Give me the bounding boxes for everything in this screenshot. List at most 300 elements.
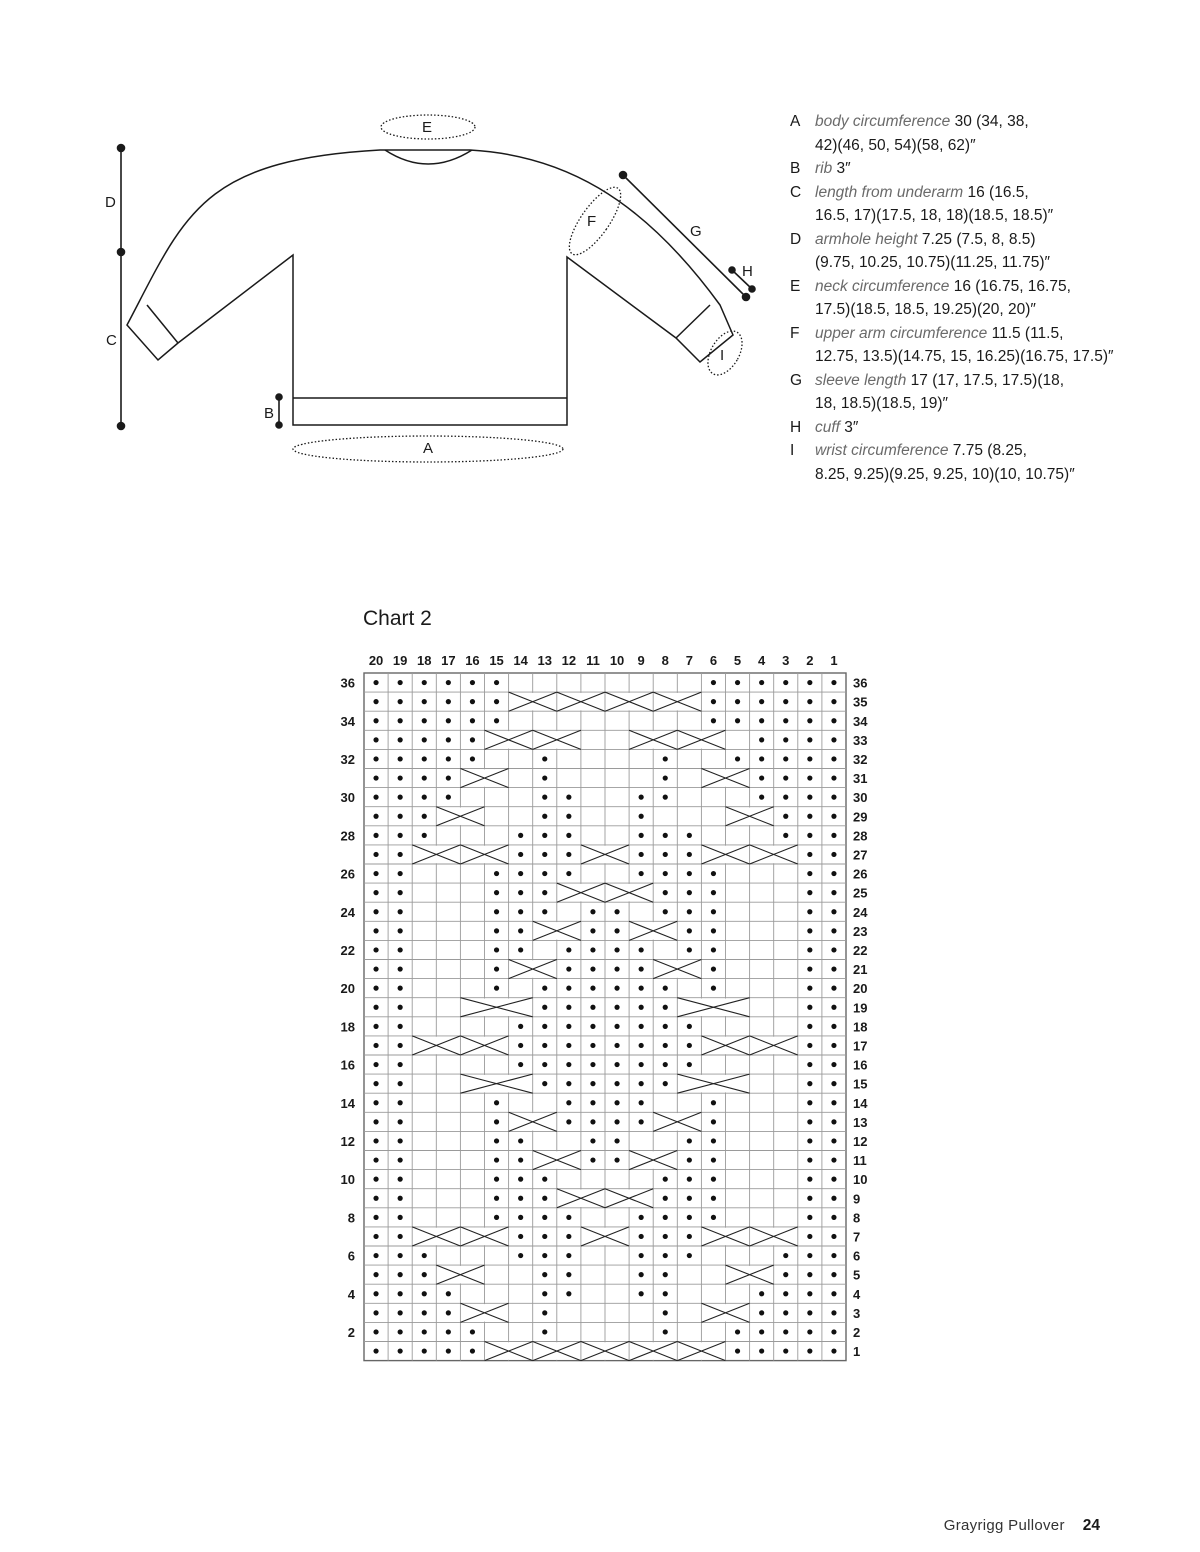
purl-dot	[807, 1253, 812, 1258]
purl-dot	[422, 718, 427, 723]
purl-dot	[494, 890, 499, 895]
purl-dot	[373, 966, 378, 971]
purl-dot	[518, 928, 523, 933]
row-number-right: 2	[853, 1324, 861, 1340]
purl-dot	[373, 1329, 378, 1334]
purl-dot	[687, 1024, 692, 1029]
legend-value-cont: (9.75, 10.25, 10.75)(11.25, 11.75)″	[815, 254, 1050, 271]
sweater-outline	[127, 150, 733, 425]
purl-dot	[663, 1272, 668, 1277]
left-cuff-line	[147, 305, 178, 343]
sweater-schematic	[90, 100, 780, 480]
purl-dot	[566, 814, 571, 819]
purl-dot	[494, 871, 499, 876]
purl-dot	[373, 1157, 378, 1162]
purl-dot	[783, 718, 788, 723]
purl-dot	[422, 1253, 427, 1258]
legend-term: rib	[815, 160, 833, 177]
purl-dot	[807, 1310, 812, 1315]
row-number-left: 2	[347, 1324, 355, 1340]
row-number-left: 16	[340, 1057, 355, 1073]
purl-dot	[398, 699, 403, 704]
purl-dot	[494, 909, 499, 914]
label-b: B	[264, 405, 275, 422]
purl-dot	[614, 1024, 619, 1029]
row-number-right: 13	[853, 1114, 868, 1130]
legend-term: armhole height	[815, 230, 918, 248]
row-number-right: 33	[853, 732, 868, 748]
purl-dot	[687, 1138, 692, 1143]
purl-dot	[639, 986, 644, 991]
row-number-left: 10	[340, 1172, 355, 1188]
purl-dot	[494, 1157, 499, 1162]
purl-dot	[566, 1215, 571, 1220]
purl-dot	[518, 1177, 523, 1182]
page-footer	[944, 1517, 1100, 1535]
purl-dot	[831, 1043, 836, 1048]
purl-dot	[566, 1291, 571, 1296]
row-number-right: 1	[853, 1344, 861, 1360]
purl-dot	[807, 1024, 812, 1029]
row-number-right: 19	[853, 1000, 868, 1016]
purl-dot	[759, 775, 764, 780]
purl-dot	[807, 680, 812, 685]
purl-dot	[494, 680, 499, 685]
purl-dot	[373, 1348, 378, 1353]
purl-dot	[518, 1024, 523, 1029]
row-number-left: 6	[347, 1248, 355, 1264]
purl-dot	[783, 699, 788, 704]
purl-dot	[639, 871, 644, 876]
purl-dot	[759, 718, 764, 723]
purl-dot	[639, 1043, 644, 1048]
purl-dot	[542, 909, 547, 914]
purl-dot	[398, 814, 403, 819]
purl-dot	[373, 699, 378, 704]
purl-dot	[398, 966, 403, 971]
purl-dot	[542, 1024, 547, 1029]
purl-dot	[398, 1157, 403, 1162]
purl-dot	[735, 718, 740, 723]
purl-dot	[639, 1215, 644, 1220]
row-number-right: 4	[853, 1286, 861, 1302]
purl-dot	[494, 947, 499, 952]
purl-dot	[711, 1119, 716, 1124]
purl-dot	[807, 1005, 812, 1010]
purl-dot	[831, 795, 836, 800]
neckline	[385, 150, 472, 164]
purl-dot	[422, 737, 427, 742]
purl-dot	[663, 1043, 668, 1048]
purl-dot	[373, 1196, 378, 1201]
purl-dot	[687, 1177, 692, 1182]
purl-dot	[663, 756, 668, 761]
legend-value-cont: 42)(46, 50, 54)(58, 62)″	[815, 136, 976, 154]
purl-dot	[446, 680, 451, 685]
purl-dot	[446, 718, 451, 723]
purl-dot	[663, 1234, 668, 1239]
row-number-right: 18	[853, 1019, 868, 1035]
purl-dot	[398, 1024, 403, 1029]
purl-dot	[590, 1043, 595, 1048]
purl-dot	[783, 795, 788, 800]
purl-dot	[735, 699, 740, 704]
purl-dot	[566, 1043, 571, 1048]
purl-dot	[639, 795, 644, 800]
legend-value-cont: 16.5, 17)(17.5, 18, 18)(18.5, 18.5)″	[815, 207, 1054, 224]
purl-dot	[494, 966, 499, 971]
legend-key: E	[790, 277, 801, 295]
purl-dot	[711, 718, 716, 723]
purl-dot	[614, 1138, 619, 1143]
row-number-left: 4	[347, 1286, 355, 1302]
purl-dot	[807, 1348, 812, 1353]
legend-term: wrist circumference	[815, 442, 949, 459]
row-number-right: 15	[853, 1076, 868, 1092]
purl-dot	[518, 1215, 523, 1220]
purl-dot	[614, 947, 619, 952]
dimension-line-g	[623, 175, 746, 297]
purl-dot	[542, 795, 547, 800]
purl-dot	[518, 852, 523, 857]
purl-dot	[373, 795, 378, 800]
purl-dot	[470, 699, 475, 704]
purl-dot	[614, 1119, 619, 1124]
row-number-left: 22	[340, 942, 355, 958]
purl-dot	[518, 1157, 523, 1162]
purl-dot	[470, 680, 475, 685]
row-number-right: 7	[853, 1229, 861, 1245]
purl-dot	[711, 1196, 716, 1201]
purl-dot	[783, 737, 788, 742]
legend-value-cont: 12.75, 13.5)(14.75, 15, 16.25)(16.75, 17.5)″	[815, 348, 1114, 365]
purl-dot	[446, 1348, 451, 1353]
purl-dot	[373, 1043, 378, 1048]
purl-dot	[614, 909, 619, 914]
purl-dot	[663, 1196, 668, 1201]
purl-dot	[759, 756, 764, 761]
purl-dot	[590, 1138, 595, 1143]
purl-dot	[542, 1329, 547, 1334]
purl-dot	[373, 890, 378, 895]
footer-title: Grayrigg Pullover	[943, 1517, 1065, 1534]
purl-dot	[566, 871, 571, 876]
legend-key: F	[790, 324, 800, 342]
purl-dot	[566, 852, 571, 857]
purl-dot	[542, 871, 547, 876]
purl-dot	[398, 833, 403, 838]
purl-dot	[446, 737, 451, 742]
legend-value: 7.25 (7.5, 8, 8.5)	[917, 230, 1036, 248]
purl-dot	[687, 852, 692, 857]
legend-item-b	[790, 157, 1190, 181]
purl-dot	[711, 1100, 716, 1105]
purl-dot	[807, 1215, 812, 1220]
purl-dot	[566, 1081, 571, 1086]
purl-dot	[639, 814, 644, 819]
purl-dot	[711, 1157, 716, 1162]
purl-dot	[614, 1157, 619, 1162]
legend-value: 3″	[832, 160, 851, 177]
purl-dot	[639, 1234, 644, 1239]
row-number-right: 32	[853, 751, 868, 767]
legend-key: A	[790, 113, 801, 130]
purl-dot	[398, 1177, 403, 1182]
row-number-right: 9	[853, 1191, 861, 1207]
row-number-right: 25	[853, 885, 868, 901]
stitch-column-number: 4	[758, 653, 766, 668]
purl-dot	[373, 871, 378, 876]
purl-dot	[735, 1348, 740, 1353]
purl-dot	[494, 699, 499, 704]
purl-dot	[663, 795, 668, 800]
row-number-right: 27	[853, 847, 868, 863]
stitch-column-number: 15	[489, 653, 504, 668]
purl-dot	[373, 1177, 378, 1182]
row-number-right: 34	[853, 713, 868, 729]
purl-dot	[590, 928, 595, 933]
row-number-left: 36	[340, 675, 355, 691]
purl-dot	[542, 852, 547, 857]
purl-dot	[398, 1119, 403, 1124]
row-number-left: 32	[340, 751, 355, 767]
purl-dot	[663, 1329, 668, 1334]
purl-dot	[831, 1234, 836, 1239]
purl-dot	[566, 1234, 571, 1239]
purl-dot	[398, 1100, 403, 1105]
purl-dot	[807, 1100, 812, 1105]
purl-dot	[663, 1291, 668, 1296]
purl-dot	[687, 1253, 692, 1258]
purl-dot	[711, 966, 716, 971]
purl-dot	[518, 909, 523, 914]
purl-dot	[759, 699, 764, 704]
purl-dot	[542, 1234, 547, 1239]
purl-dot	[590, 1119, 595, 1124]
row-number-right: 31	[853, 771, 868, 787]
purl-dot	[590, 1062, 595, 1067]
purl-dot	[639, 1024, 644, 1029]
purl-dot	[831, 1100, 836, 1105]
purl-dot	[470, 718, 475, 723]
right-cuff-line	[676, 305, 710, 338]
purl-dot	[422, 756, 427, 761]
legend-term: neck circumference	[815, 277, 950, 295]
purl-dot	[807, 1119, 812, 1124]
purl-dot	[687, 1196, 692, 1201]
stitch-column-number: 12	[561, 653, 577, 668]
purl-dot	[373, 1119, 378, 1124]
purl-dot	[831, 852, 836, 857]
purl-dot	[639, 966, 644, 971]
purl-dot	[831, 890, 836, 895]
purl-dot	[373, 986, 378, 991]
purl-dot	[831, 737, 836, 742]
legend-item-i	[790, 439, 1190, 486]
purl-dot	[831, 1081, 836, 1086]
purl-dot	[831, 814, 836, 819]
purl-dot	[687, 1062, 692, 1067]
purl-dot	[373, 1253, 378, 1258]
purl-dot	[831, 1024, 836, 1029]
purl-dot	[663, 852, 668, 857]
purl-dot	[373, 928, 378, 933]
purl-dot	[470, 1329, 475, 1334]
row-number-right: 16	[853, 1057, 868, 1073]
purl-dot	[518, 1196, 523, 1201]
purl-dot	[759, 1348, 764, 1353]
purl-dot	[590, 947, 595, 952]
purl-dot	[687, 928, 692, 933]
purl-dot	[398, 986, 403, 991]
stitch-column-number: 8	[661, 653, 669, 668]
purl-dot	[831, 756, 836, 761]
stitch-column-number: 3	[782, 653, 790, 668]
purl-dot	[807, 1234, 812, 1239]
purl-dot	[542, 1272, 547, 1277]
legend-value-cont: 17.5)(18.5, 18.5, 19.25)(20, 20)″	[815, 301, 1036, 318]
stitch-column-number: 10	[609, 653, 625, 668]
purl-dot	[566, 1119, 571, 1124]
purl-dot	[783, 1272, 788, 1277]
row-number-right: 10	[853, 1172, 868, 1188]
purl-dot	[422, 833, 427, 838]
legend-key: H	[790, 418, 802, 436]
purl-dot	[398, 1329, 403, 1334]
purl-dot	[831, 986, 836, 991]
page-number: 24	[1082, 1517, 1100, 1534]
purl-dot	[831, 1291, 836, 1296]
legend-item-a	[790, 110, 1190, 157]
stitch-column-number: 11	[586, 653, 600, 668]
purl-dot	[614, 1100, 619, 1105]
row-number-right: 24	[853, 904, 868, 920]
purl-dot	[711, 928, 716, 933]
purl-dot	[831, 1272, 836, 1277]
legend-value: 17 (17, 17.5, 17.5)(18,	[906, 371, 1065, 389]
purl-dot	[807, 909, 812, 914]
purl-dot	[566, 795, 571, 800]
purl-dot	[398, 1272, 403, 1277]
purl-dot	[566, 1024, 571, 1029]
purl-dot	[446, 795, 451, 800]
purl-dot	[494, 1138, 499, 1143]
purl-dot	[687, 1157, 692, 1162]
purl-dot	[518, 890, 523, 895]
purl-dot	[663, 833, 668, 838]
row-number-left: 26	[340, 866, 355, 882]
row-number-left: 20	[340, 981, 355, 997]
purl-dot	[398, 737, 403, 742]
row-number-right: 36	[853, 675, 868, 691]
purl-dot	[542, 1310, 547, 1315]
knitting-chart	[330, 645, 875, 1370]
purl-dot	[807, 737, 812, 742]
purl-dot	[470, 1348, 475, 1353]
purl-dot	[398, 1291, 403, 1296]
purl-dot	[807, 795, 812, 800]
purl-dot	[542, 1005, 547, 1010]
purl-dot	[373, 680, 378, 685]
label-a: A	[423, 440, 434, 457]
purl-dot	[663, 986, 668, 991]
purl-dot	[807, 1272, 812, 1277]
purl-dot	[470, 737, 475, 742]
purl-dot	[807, 775, 812, 780]
purl-dot	[422, 680, 427, 685]
label-g: G	[690, 223, 702, 240]
purl-dot	[831, 1196, 836, 1201]
purl-dot	[494, 928, 499, 933]
purl-dot	[639, 947, 644, 952]
purl-dot	[807, 1138, 812, 1143]
purl-dot	[807, 1157, 812, 1162]
purl-dot	[783, 1348, 788, 1353]
purl-dot	[590, 1005, 595, 1010]
purl-dot	[831, 699, 836, 704]
row-number-right: 26	[853, 866, 868, 882]
purl-dot	[542, 1215, 547, 1220]
row-number-right: 6	[853, 1248, 861, 1264]
purl-dot	[422, 795, 427, 800]
stitch-column-number: 1	[830, 653, 838, 668]
purl-dot	[373, 852, 378, 857]
purl-dot	[373, 1234, 378, 1239]
label-c: C	[106, 332, 117, 349]
purl-dot	[711, 1177, 716, 1182]
purl-dot	[373, 775, 378, 780]
purl-dot	[422, 1348, 427, 1353]
purl-dot	[831, 1215, 836, 1220]
purl-dot	[373, 1005, 378, 1010]
purl-dot	[590, 1100, 595, 1105]
purl-dot	[566, 1005, 571, 1010]
purl-dot	[542, 890, 547, 895]
stitch-column-number: 17	[441, 653, 456, 668]
purl-dot	[687, 890, 692, 895]
purl-dot	[639, 833, 644, 838]
legend-value: 7.75 (8.25,	[948, 442, 1027, 459]
purl-dot	[783, 833, 788, 838]
purl-dot	[398, 1215, 403, 1220]
purl-dot	[566, 986, 571, 991]
stitch-column-number: 6	[709, 653, 718, 668]
purl-dot	[446, 756, 451, 761]
stitch-column-number: 14	[513, 653, 528, 668]
purl-dot	[373, 1310, 378, 1315]
purl-dot	[735, 756, 740, 761]
purl-dot	[663, 1024, 668, 1029]
purl-dot	[711, 680, 716, 685]
purl-dot	[759, 1329, 764, 1334]
purl-dot	[446, 775, 451, 780]
stitch-column-number: 2	[806, 653, 814, 668]
purl-dot	[518, 833, 523, 838]
purl-dot	[831, 1005, 836, 1010]
purl-dot	[373, 947, 378, 952]
legend-value: 11.5 (11.5,	[987, 324, 1064, 342]
row-number-left: 14	[340, 1095, 355, 1111]
purl-dot	[494, 718, 499, 723]
purl-dot	[687, 1215, 692, 1220]
purl-dot	[663, 1253, 668, 1258]
purl-dot	[398, 1310, 403, 1315]
purl-dot	[831, 871, 836, 876]
purl-dot	[759, 795, 764, 800]
row-number-right: 28	[853, 828, 868, 844]
purl-dot	[614, 1081, 619, 1086]
purl-dot	[542, 775, 547, 780]
